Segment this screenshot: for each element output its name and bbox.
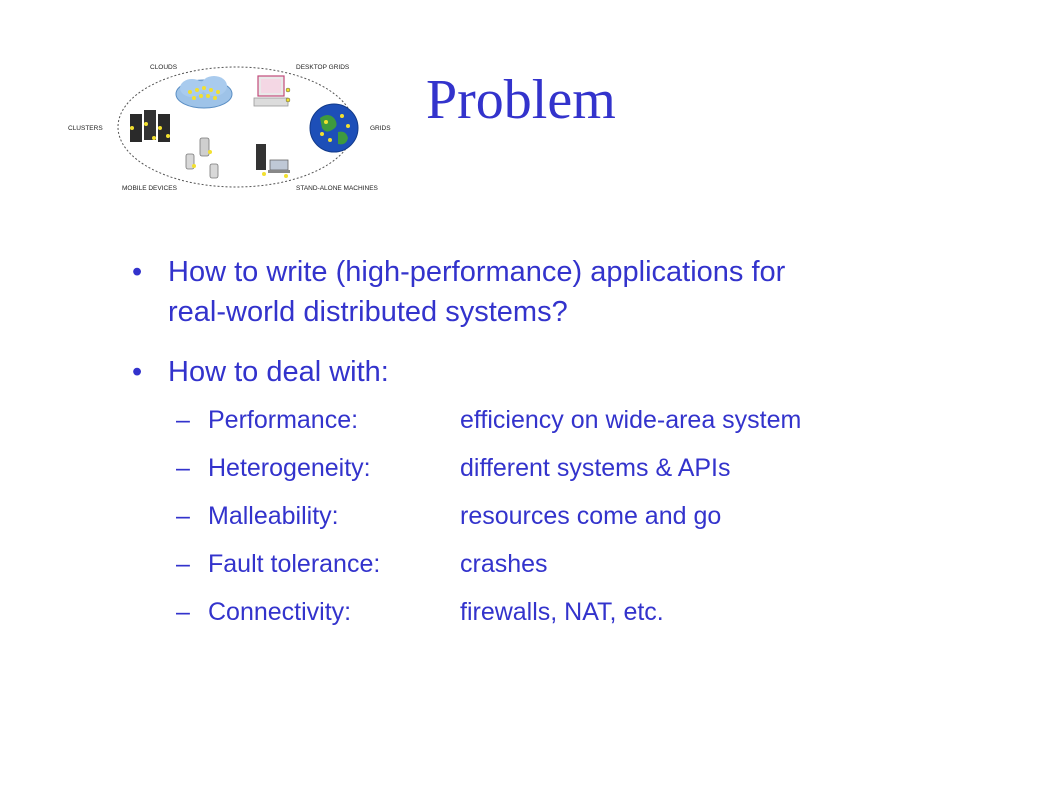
sub-item-description: resources come and go <box>460 502 722 530</box>
label-desktop-grids: DESKTOP GRIDS <box>296 64 350 71</box>
label-clusters: CLUSTERS <box>68 125 103 132</box>
label-clouds: CLOUDS <box>150 64 178 71</box>
label-mobile-devices: MOBILE DEVICES <box>122 185 177 192</box>
sub-item-malleability <box>176 500 936 532</box>
bullet-marker: • <box>132 256 143 288</box>
sub-item-description: efficiency on wide-area system <box>460 406 802 434</box>
sub-item-description: different systems & APIs <box>460 454 731 482</box>
sub-item-term: Performance: <box>208 406 359 434</box>
sub-item-term: Connectivity: <box>208 598 352 626</box>
slide-title: Problem <box>426 69 616 131</box>
bullet-text-line: real-world distributed systems? <box>168 296 568 328</box>
sub-item-term: Heterogeneity: <box>208 454 371 482</box>
sub-item-marker: – <box>176 550 190 578</box>
sub-item-marker: – <box>176 502 190 530</box>
bullet-item <box>132 252 1032 336</box>
sub-item-description: crashes <box>460 550 548 578</box>
label-grids: GRIDS <box>370 125 391 132</box>
bullet-text-line: How to deal with: <box>168 356 389 388</box>
bullet-item <box>132 352 1032 392</box>
sub-item-fault-tolerance <box>176 548 936 580</box>
bullet-text-line: How to write (high-performance) applications for <box>168 256 786 288</box>
sub-item-performance <box>176 404 936 436</box>
sub-item-marker: – <box>176 598 190 626</box>
label-stand-alone-machines: STAND-ALONE MACHINES <box>296 185 378 192</box>
sub-item-marker: – <box>176 406 190 434</box>
sub-item-term: Malleability: <box>208 502 339 530</box>
sub-item-heterogeneity <box>176 452 936 484</box>
sub-item-marker: – <box>176 454 190 482</box>
sub-item-description: firewalls, NAT, etc. <box>460 598 664 626</box>
sub-item-connectivity <box>176 596 936 628</box>
sub-item-term: Fault tolerance: <box>208 550 381 578</box>
bullet-marker: • <box>132 356 143 388</box>
